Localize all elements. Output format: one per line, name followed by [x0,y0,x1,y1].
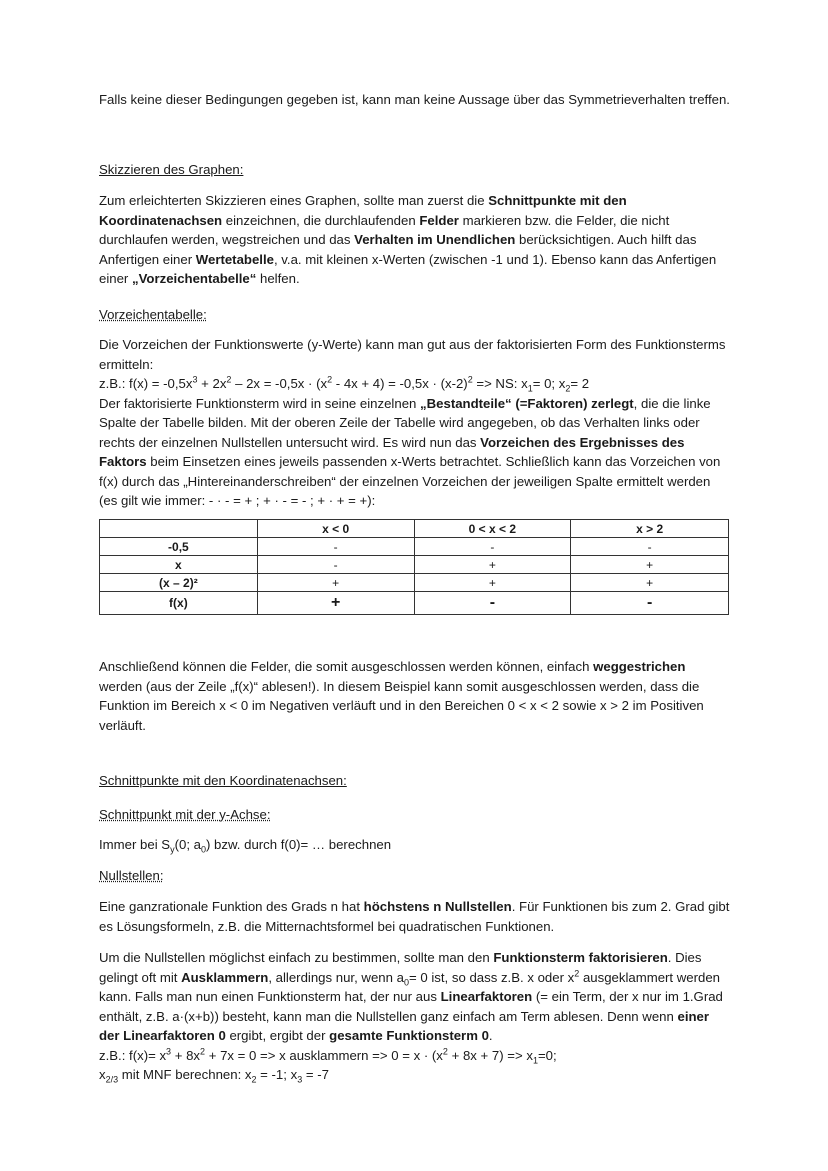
example-line: z.B.: $f(x)= x^3 + 8x^2 + 7x = 0 => x$ ausklammern => $0 = x \cdot (x^2 + 8x + 7) => x_1=0$; [99,1046,557,1066]
example-line: $x_{2/3}$ mit MNF berechnen: $x_2 = -1$; $x_3 = -7$ [99,1067,329,1085]
heading-schnittpunkte: Schnittpunkte mit den Koordinatenachsen: [99,773,347,788]
paragraph-wegstreichen: Anschließend können die Felder, die somit ausgeschlossen werden können, einfach weggestrichen werden (aus der Zeile „f(x)“ ablesen!). In diesem Beispiel kann somit ausgeschlossen werden, dass die Funktion im Bereich x < 0 im Negativen verläuft und in den Bereichen 0 < x < 2 sowie x > 2 im Positiven verläuft. [99,659,704,733]
heading-nullstellen: Nullstellen: [99,868,164,883]
example-line: z.B.: $f(x) = -0,5x^3 + 2x^2 - 2x = -0,5x \cdot (x^2 - 4x + 4) = -0,5x \cdot (x-2)^2$ => NS: $x_1= 0$; $x_2= 2$ [99,374,590,394]
text: berücksichtigen. Auch hilft das Anfertigen einer [99,232,697,267]
text: einzeichnen, die durchlaufenden [222,212,420,228]
table-cell: + [571,574,729,592]
text: Zum erleichterten Skizzieren eines Graphen, sollte man zuerst die [99,193,489,208]
heading-y-achse: Schnittpunkt mit der y-Achse: [99,807,271,822]
bold-text: Felder [419,212,459,228]
table-cell: - [257,556,414,574]
table-header-cell: x > 2 [571,520,729,538]
table-cell: x [100,556,258,574]
table-cell: -0,5 [100,538,258,556]
paragraph-y-achse: Immer bei $S_y(0$; $a_0$) bzw. durch f(0)= … berechnen [99,837,392,855]
table-header-cell: x < 0 [257,520,414,538]
bold-text: Verhalten im Unendlichen [354,232,516,247]
table-cell: + [257,574,414,592]
table-cell: + [571,556,729,574]
table-cell: - [257,538,414,556]
text: helfen. [256,271,300,286]
text: Der faktorisierte Funktionsterm wird in seine einzelnen „Bestandteile“ (=Faktoren) zerlegt, die die linke Spalte der Tabelle bilden. Mit der oberen Zeile der Tabelle wird angegeben, ob das Verhalten links oder rechts der einzelnen Nullstellen untersucht wird. Es wird nun das Vorzeichen des Ergebnisses des Faktors beim Einsetzen eines jeweils passenden x-Werts betrachtet. Schließlich kann das Vorzeichen von f(x) durch das „Hintereinanderschreiben“ der einzelnen Vorzeichen der jeweiligen Spalte ermittelt werden (es gilt wie immer: - · - = + ; + · - = - ; + · + = +): [99,395,721,508]
paragraph-vorzeichen [99,335,731,511]
table-cell: f(x) [100,592,258,615]
table-cell: - [414,538,571,556]
table-cell: - [571,538,729,556]
table-header-cell: 0 < x < 2 [414,520,571,538]
table-row [100,574,729,592]
heading-vorzeichentabelle: Vorzeichentabelle: [99,307,207,322]
table-cell: (x – 2)² [100,574,258,592]
table-row [100,592,729,615]
bold-text: „Vorzeichentabelle“ [132,271,257,286]
paragraph-nullstellen-anzahl: Eine ganzrationale Funktion des Grads n hat höchstens n Nullstellen. Für Funktionen bis zum 2. Grad gibt es Lösungsformeln, z.B. die Mitternachtsformel bei quadratischen Funktionen. [99,899,730,934]
heading-skizzieren: Skizzieren des Graphen: [99,162,244,177]
text: Die Vorzeichen der Funktionswerte (y-Werte) kann man gut aus der faktorisierten Form des Funktionsterms ermitteln: [99,337,726,372]
table-cell: + [257,592,414,615]
bold-text: Wertetabelle [195,251,274,267]
text: , v.a. mit kleinen x-Werten (zwischen -1 und 1). Ebenso kann das Anfertigen einer [99,251,717,286]
paragraph-symmetry-note: Falls keine dieser Bedingungen gegeben ist, kann man keine Aussage über das Symmetrieverhalten treffen. [99,92,730,107]
table-cell: + [414,574,571,592]
text: markieren bzw. die Felder, die nicht durchlaufen werden, wegstreichen und das [99,212,670,247]
bold-text: Schnittpunkte mit den Koordinatenachsen [99,193,627,228]
sign-table-wrapper [99,519,731,615]
table-cell: - [414,592,571,615]
paragraph-skizzieren [99,191,731,289]
table-row [100,556,729,574]
table-cell: - [571,592,729,615]
text: Um die Nullstellen möglichst einfach zu bestimmen, sollte man den Funktionsterm faktorisieren. Dies gelingt oft mit Ausklammern, allerdings nur, wenn $a_0= 0$ ist, so dass z.B. x oder $x^2$ ausgeklammert werden kann. Falls man nun einen Funktionsterm hat, der nur aus Linearfaktoren (= ein Term, der x nur im 1.Grad enthält, z.B. a·(x+b)) besteht, kann man die Nullstellen ganz einfach am Term ablesen. Denn wenn einer der Linearfaktoren 0 ergibt, ergibt der gesamte Funktionsterm 0. [99,950,723,1043]
table-header-row [100,520,729,538]
table-cell [100,520,258,538]
table-cell: + [414,556,571,574]
paragraph-faktorisieren [99,948,731,1085]
sign-table [99,519,729,615]
table-row [100,538,729,556]
